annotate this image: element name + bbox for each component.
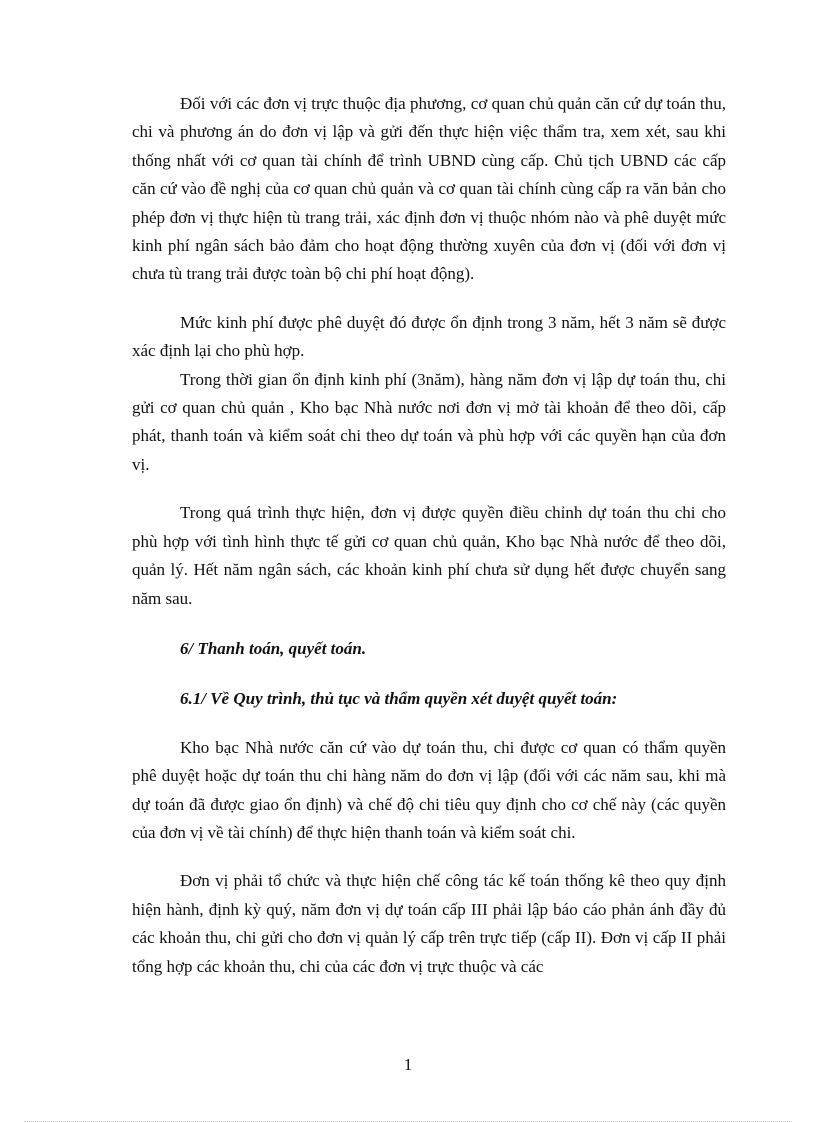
paragraph-4: Trong quá trình thực hiện, đơn vị được quyền điều chỉnh dự toán thu chi cho phù hợp với tình hình thực tế gửi cơ quan chủ quản, Kho bạc Nhà nước để theo dõi, quản lý. Hết năm ngân sách, các khoản kinh phí chưa sử dụng hết được chuyển sang năm sau. <box>132 503 726 608</box>
paragraph-1: Đối với các đơn vị trực thuộc địa phương, cơ quan chủ quản căn cứ dự toán thu, chi và phương án do đơn vị lập và gửi đến thực hiện việc thẩm tra, xem xét, sau khi thống nhất với cơ quan tài chính để trình UBND cùng cấp. Chủ tịch UBND các cấp căn cứ vào đề nghị của cơ quan chủ quản và cơ quan tài chính cùng cấp ra văn bản cho phép đơn vị thực hiện tù trang trải, xác định đơn vị thuộc nhóm nào và phê duyệt mức kinh phí ngân sách bảo đảm cho hoạt động thường xuyên của đơn vị (đối với đơn vị chưa tù trang trải được toàn bộ chi phí hoạt động). <box>132 94 726 284</box>
page-bottom-divider <box>24 1121 792 1122</box>
paragraph-2: Mức kinh phí được phê duyệt đó được ổn định trong 3 năm, hết 3 năm sẽ được xác định lại cho phù hợp. <box>132 312 726 361</box>
subsection-heading: 6.1/ Về Quy trình, thủ tục và thẩm quyền xét duyệt quyết toán: <box>180 689 618 709</box>
paragraph-3: Trong thời gian ổn định kinh phí (3năm), hàng năm đơn vị lập dự toán thu, chi gửi cơ quan chủ quản , Kho bạc Nhà nước nơi đơn vị mở tài khoản để theo dõi, cấp phát, thanh toán và kiểm soát chi theo dự toán và phù hợp với các quyền hạn của đơn vị. <box>132 369 726 474</box>
section-heading: 6/ Thanh toán, quyết toán. <box>180 638 367 658</box>
paragraph-5: Kho bạc Nhà nước căn cứ vào dự toán thu, chi được cơ quan có thẩm quyền phê duyệt hoặc dự toán thu chi hàng năm do đơn vị lập (đối với các năm sau, khi mà dự toán đã được giao ổn định) và chế độ chi tiêu quy định cho cơ chế này (các quyền của đơn vị về tài chính) để thực hiện thanh toán và kiểm soát chi. <box>132 737 726 842</box>
paragraph-6: Đơn vị phải tổ chức và thực hiện chế công tác kế toán thống kê theo quy định hiện hành, định kỳ quý, năm đơn vị dự toán cấp III phải lập báo cáo phản ánh đầy đủ các khoản thu, chi gửi cho đơn vị quản lý cấp trên trực tiếp (cấp II). Đơn vị cấp II phải tổng hợp các khoản thu, chi của các đơn vị trực thuộc và các <box>132 871 726 976</box>
document-body <box>132 90 726 981</box>
page-number: 1 <box>403 1055 413 1074</box>
